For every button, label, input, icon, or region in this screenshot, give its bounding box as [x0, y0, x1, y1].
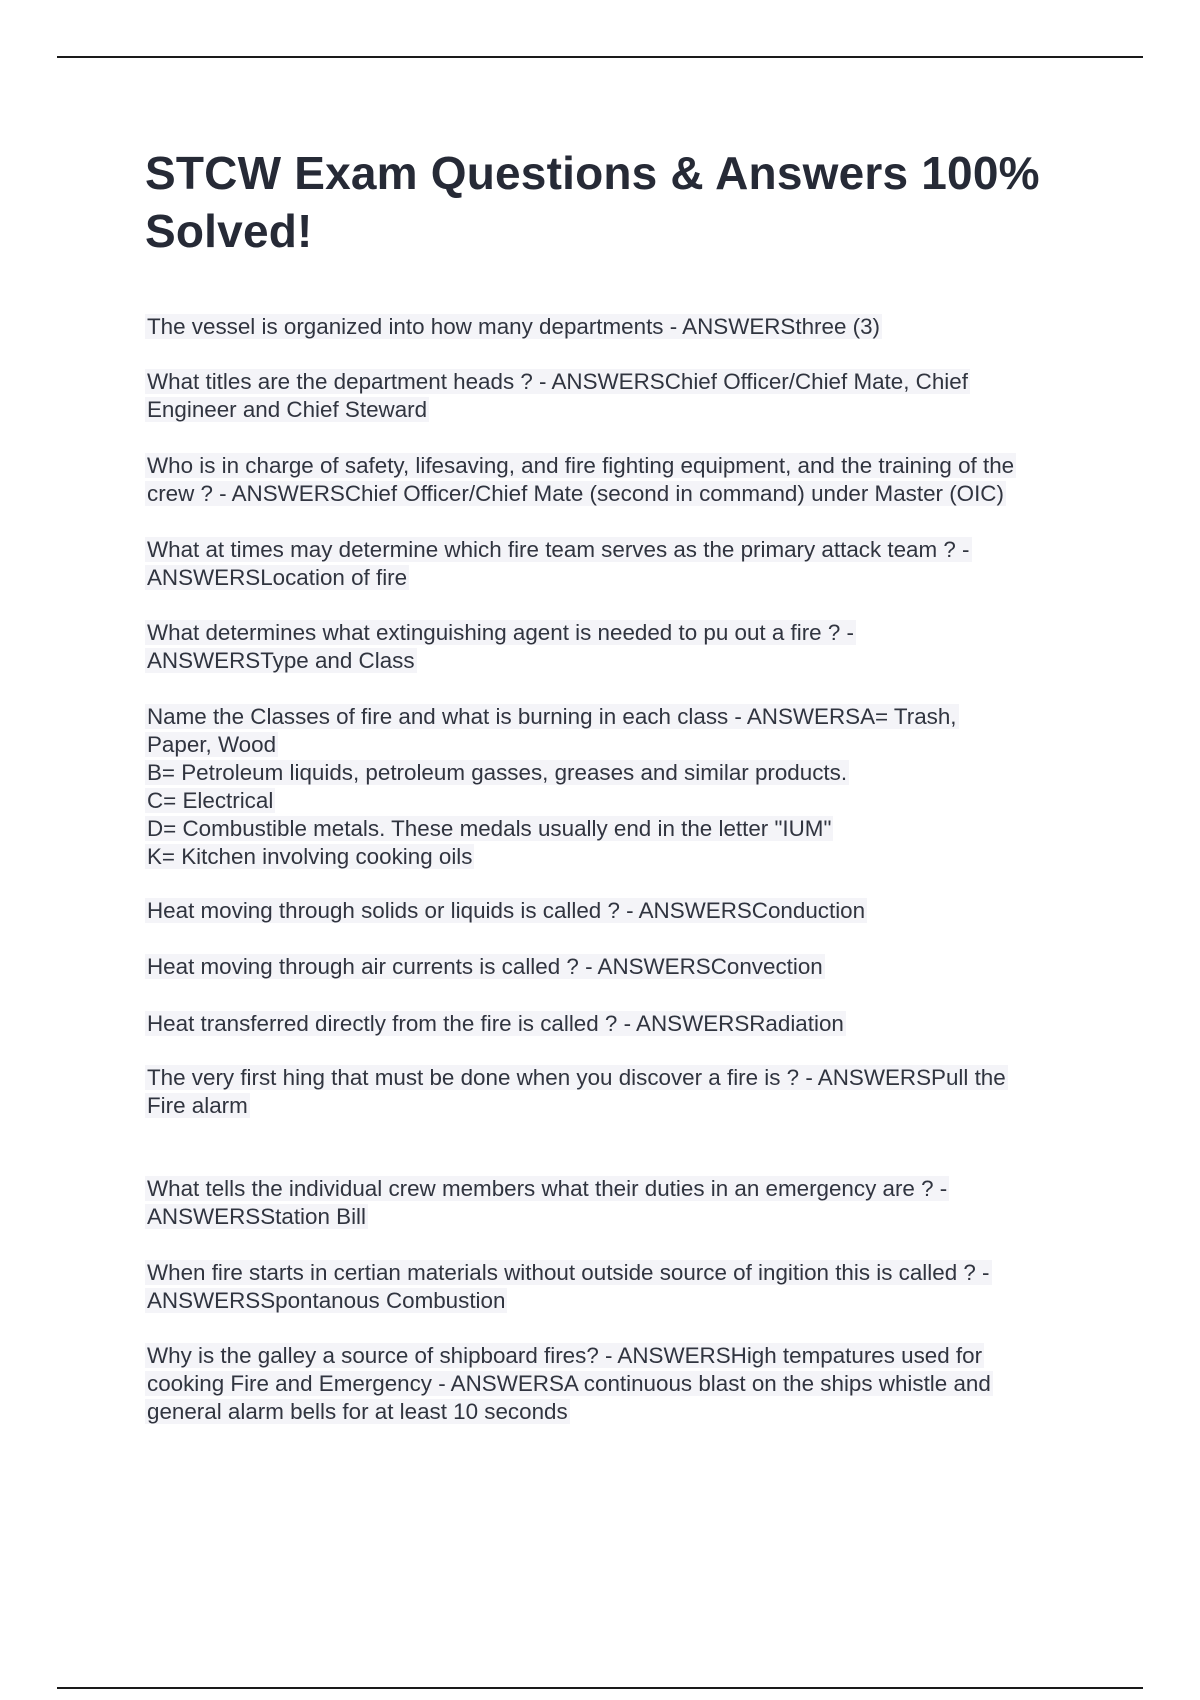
- bottom-rule: [57, 1687, 1143, 1689]
- title-line-1: STCW Exam Questions & Answers 100%: [145, 147, 1040, 199]
- qa-line: Heat moving through air currents is called ? - ANSWERSConvection: [147, 954, 823, 979]
- qa-line: ANSWERSSpontanous Combustion: [147, 1288, 506, 1313]
- qa-item-department-heads: [145, 368, 1085, 424]
- qa-line: What titles are the department heads ? - ANSWERSChief Officer/Chief Mate, Chief: [147, 369, 968, 394]
- qa-line: Heat moving through solids or liquids is called ? - ANSWERSConduction: [147, 898, 866, 923]
- qa-line: What determines what extinguishing agent is needed to pu out a fire ? -: [147, 620, 854, 645]
- qa-line: When fire starts in certian materials without outside source of ingition this is called ? -: [147, 1260, 990, 1285]
- qa-item-station-bill: [145, 1175, 1085, 1231]
- top-rule: [57, 56, 1143, 58]
- qa-line: cooking Fire and Emergency - ANSWERSA continuous blast on the ships whistle and: [147, 1371, 991, 1396]
- qa-line: Heat transferred directly from the fire is called ? - ANSWERSRadiation: [147, 1011, 844, 1036]
- qa-item-extinguishing-agent: [145, 619, 1085, 675]
- qa-line: ANSWERSLocation of fire: [147, 565, 408, 590]
- qa-line: crew ? - ANSWERSChief Officer/Chief Mate (second in command) under Master (OIC): [147, 481, 1004, 506]
- qa-item-fire-classes: [145, 703, 1085, 871]
- qa-line: D= Combustible metals. These medals usually end in the letter "IUM": [147, 816, 832, 841]
- qa-line: general alarm bells for at least 10 seconds: [147, 1399, 568, 1424]
- document-title: [145, 144, 1105, 260]
- qa-item-first-action: [145, 1064, 1085, 1120]
- qa-line: ANSWERSStation Bill: [147, 1204, 366, 1229]
- qa-line: K= Kitchen involving cooking oils: [147, 844, 473, 869]
- qa-item-departments: [145, 313, 1085, 341]
- qa-line: ANSWERSType and Class: [147, 648, 415, 673]
- qa-item-safety-charge: [145, 452, 1085, 508]
- qa-line: Paper, Wood: [147, 732, 277, 757]
- qa-line: The vessel is organized into how many departments - ANSWERSthree (3): [147, 314, 880, 339]
- qa-line: Who is in charge of safety, lifesaving, and fire fighting equipment, and the training of the: [147, 453, 1015, 478]
- qa-item-conduction: [145, 897, 1085, 925]
- qa-line: B= Petroleum liquids, petroleum gasses, greases and similar products.: [147, 760, 848, 785]
- qa-line: Fire alarm: [147, 1093, 248, 1118]
- title-line-2: Solved!: [145, 205, 313, 257]
- qa-line: Engineer and Chief Steward: [147, 397, 428, 422]
- qa-line: What at times may determine which fire team serves as the primary attack team ? -: [147, 537, 970, 562]
- qa-line: C= Electrical: [147, 788, 274, 813]
- qa-item-radiation: [145, 1010, 1085, 1038]
- qa-item-galley-fires: [145, 1342, 1085, 1426]
- qa-line: Why is the galley a source of shipboard fires? - ANSWERSHigh tempatures used for: [147, 1343, 983, 1368]
- qa-item-attack-team: [145, 536, 1085, 592]
- qa-line: The very first hing that must be done when you discover a fire is ? - ANSWERSPull the: [147, 1065, 1006, 1090]
- qa-line: What tells the individual crew members what their duties in an emergency are ? -: [147, 1176, 948, 1201]
- qa-item-convection: [145, 953, 1085, 981]
- qa-line: Name the Classes of fire and what is burning in each class - ANSWERSA= Trash,: [147, 704, 957, 729]
- qa-item-spontaneous-combustion: [145, 1259, 1085, 1315]
